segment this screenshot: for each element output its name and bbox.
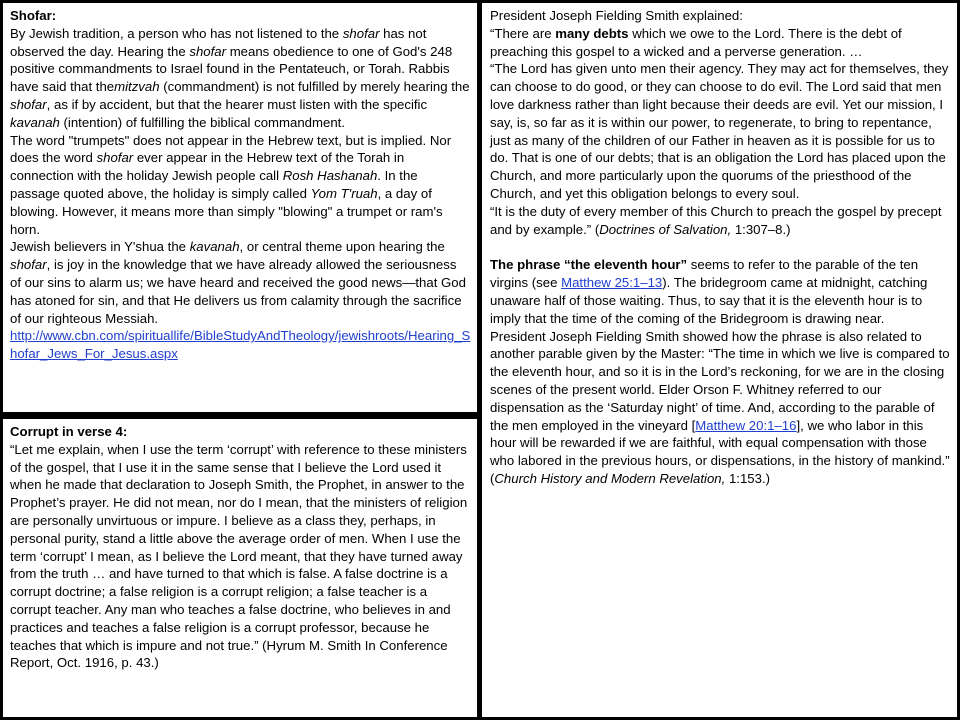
matthew-20-link[interactable]: Matthew 20:1–16	[695, 417, 797, 433]
paragraph-spacer	[490, 238, 951, 256]
shofar-source	[10, 327, 471, 363]
corrupt-panel	[3, 419, 477, 717]
shofar-source-link[interactable]: http://www.cbn.com/spirituallife/BibleStudyAndTheology/jewishroots/Hearing_Shofar_Jews_For_Jesus.aspx	[10, 328, 471, 362]
shofar-panel	[3, 3, 477, 412]
shofar-title: Shofar:	[10, 8, 57, 23]
eleventh-hour-paragraph: The phrase “the eleventh hour” seems to refer to the parable of the ten virgins (see Matthew 25:1–13). The bridegroom came at midnight, catching unaware half of those waiting. Thus, to say that it is the eleventh hour is to imply that the time of the coming of the Bridegroom is drawing near.	[490, 257, 928, 326]
eleventh-hour-panel	[482, 3, 957, 717]
vineyard-paragraph: President Joseph Fielding Smith showed how the phrase is also related to another parable given by the Master: “The time in which we live is compared to the eleventh hour, and so it is in the Lord’s reckoning, for we are in the closing scenes of the present world. Elder Orson F. Whitney referred to our dispensation as the ‘Saturday night’ of time. And, according to the parable of the men employed in the vineyard [Matthew 20:1–16], we who labor in this hour will be rewarded if we are faithful, with equal compensation with those who labored in the previous hours, or dispensations, in the history of mankind.” (Church History and Modern Revelation, 1:153.)	[490, 328, 950, 486]
shofar-paragraph-3: Jewish believers in Y'shua the kavanah, or central theme upon hearing the shofar, is joy in the knowledge that we have already allowed the seriousness of our sins to alarm us; we have heard and received the good news—that God has atoned for sin, and that He delivers us from calamity through the sacrifice of our righteous Messiah.	[10, 239, 466, 326]
corrupt-title: Corrupt in verse 4:	[10, 424, 128, 439]
smith-quote-3: “It is the duty of every member of this Church to preach the gospel by precept and by example.” (Doctrines of Salvation, 1:307–8.)	[490, 203, 942, 237]
shofar-paragraph-2: The word "trumpets" does not appear in the Hebrew text, but is implied. Nor does the word shofar ever appear in the Hebrew text of the Torah in connection with the holiday Jewish people call Rosh Hashanah. In the passage quoted above, the holiday is simply called Yom T'ruah, a day of blowing. However, it means more than simply "blowing" a trumpet or ram's horn.	[10, 132, 452, 237]
matthew-25-link[interactable]: Matthew 25:1–13	[561, 275, 663, 291]
smith-intro: President Joseph Fielding Smith explained:	[490, 8, 743, 23]
smith-quote-1: “There are many debts which we owe to the Lord. There is the debt of preaching this gospel to a wicked and a perverse generation. …	[490, 25, 902, 59]
corrupt-quote: “Let me explain, when I use the term ‘corrupt’ with reference to these ministers of the gospel, that I use it in the same sense that I believe the Lord used it when he made that declaration to Joseph Smith, the Prophet, in answer to the Prophet’s prayer. He did not mean, nor do I mean, that the ministers of religion are personally unvirtuous or impure. I believe as a class they, perhaps, in personal purity, stand a little above the average order of men. When I use the term ‘corrupt’ I mean, as I believe the Lord meant, that they have turned away from the truth … and have turned to that which is false. A false doctrine is a corrupt doctrine; a false religion is a corrupt religion; a false teacher is a corrupt teacher. Any man who teaches a false doctrine, who believes in and practices and teaches a false religion is a corrupt professor, because he teaches that which is impure and not true.” (Hyrum M. Smith In Conference Report, Oct. 1916, p. 43.)	[10, 441, 468, 671]
shofar-paragraph-1: By Jewish tradition, a person who has not listened to the shofar has not observed the day. Hearing the shofar means obedience to one of God's 248 positive commandments to Israel found in the Pentateuch, or Torah. Rabbis have said that themitzvah (commandment) is not fulfilled by merely hearing the shofar, as if by accident, but that the hearer must listen with the specific kavanah (intention) of fulfilling the biblical commandment.	[10, 25, 470, 130]
smith-quote-2: “The Lord has given unto men their agency. They may act for themselves, they can choose to do good, or they can choose to do evil. The Lord said that men love darkness rather than light because their deeds are evil. Yet our mission, I say, is, so far as it is within our power, to regenerate, to bring to repentance, just as many of the children of our Father in heaven as it is possible for us to do. That is one of our debts; that is an obligation the Lord has placed upon the Church, and more particularly upon the quorums of the priesthood of the Church, and yet this obligation belongs to every soul.	[490, 61, 949, 201]
